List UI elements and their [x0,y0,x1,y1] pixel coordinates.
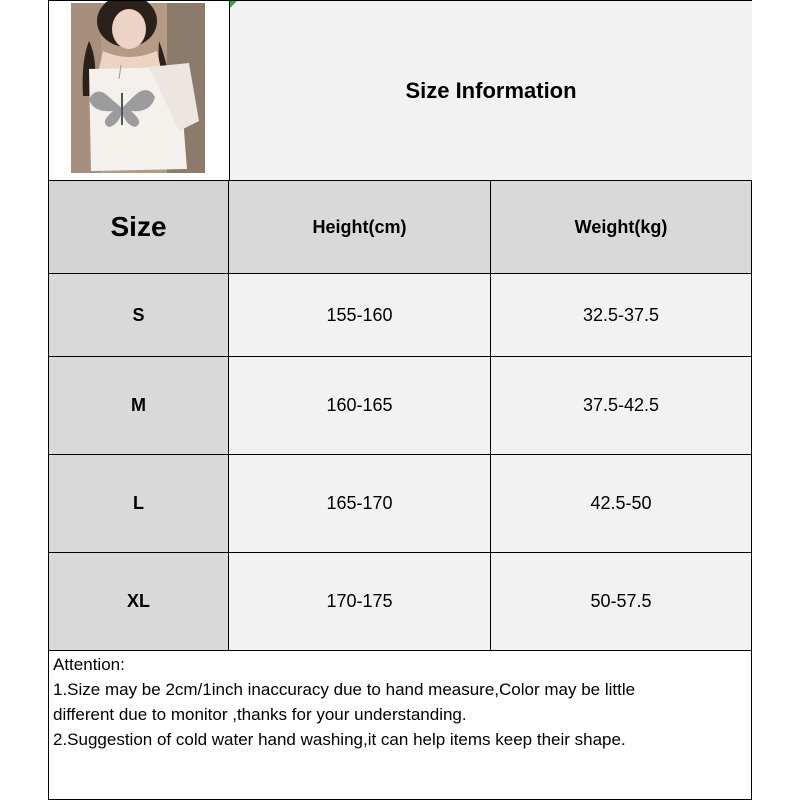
table-row [49,357,751,455]
table-row [49,553,751,651]
product-photo [49,1,230,180]
weight-cell: 50-57.5 [491,553,751,650]
header-size: Size [49,181,229,273]
header-height: Height(cm) [229,181,491,273]
height-cell: 165-170 [229,455,491,552]
page-title: Size Information [230,1,752,180]
weight-cell: 37.5-42.5 [491,357,751,454]
weight-cell: 32.5-37.5 [491,274,751,356]
height-cell: 155-160 [229,274,491,356]
height-cell: 160-165 [229,357,491,454]
notes-line: 1.Size may be 2cm/1inch inaccuracy due to hand measure,Color may be little [53,680,636,699]
height-cell: 170-175 [229,553,491,650]
size-cell: L [49,455,229,552]
weight-cell: 42.5-50 [491,455,751,552]
table-row [49,274,751,357]
table-header-row [49,181,751,274]
size-cell: XL [49,553,229,650]
notes-line: different due to monitor ,thanks for your understanding. [53,705,467,724]
table-row [49,455,751,553]
notes-line: 2.Suggestion of cold water hand washing,it can help items keep their shape. [53,730,626,749]
size-chart [48,0,752,800]
attention-notes [53,652,743,752]
size-cell: M [49,357,229,454]
corner-marker [230,1,237,8]
size-cell: S [49,274,229,356]
size-table [49,180,751,651]
notes-heading: Attention: [53,655,125,674]
header-weight: Weight(kg) [491,181,751,273]
